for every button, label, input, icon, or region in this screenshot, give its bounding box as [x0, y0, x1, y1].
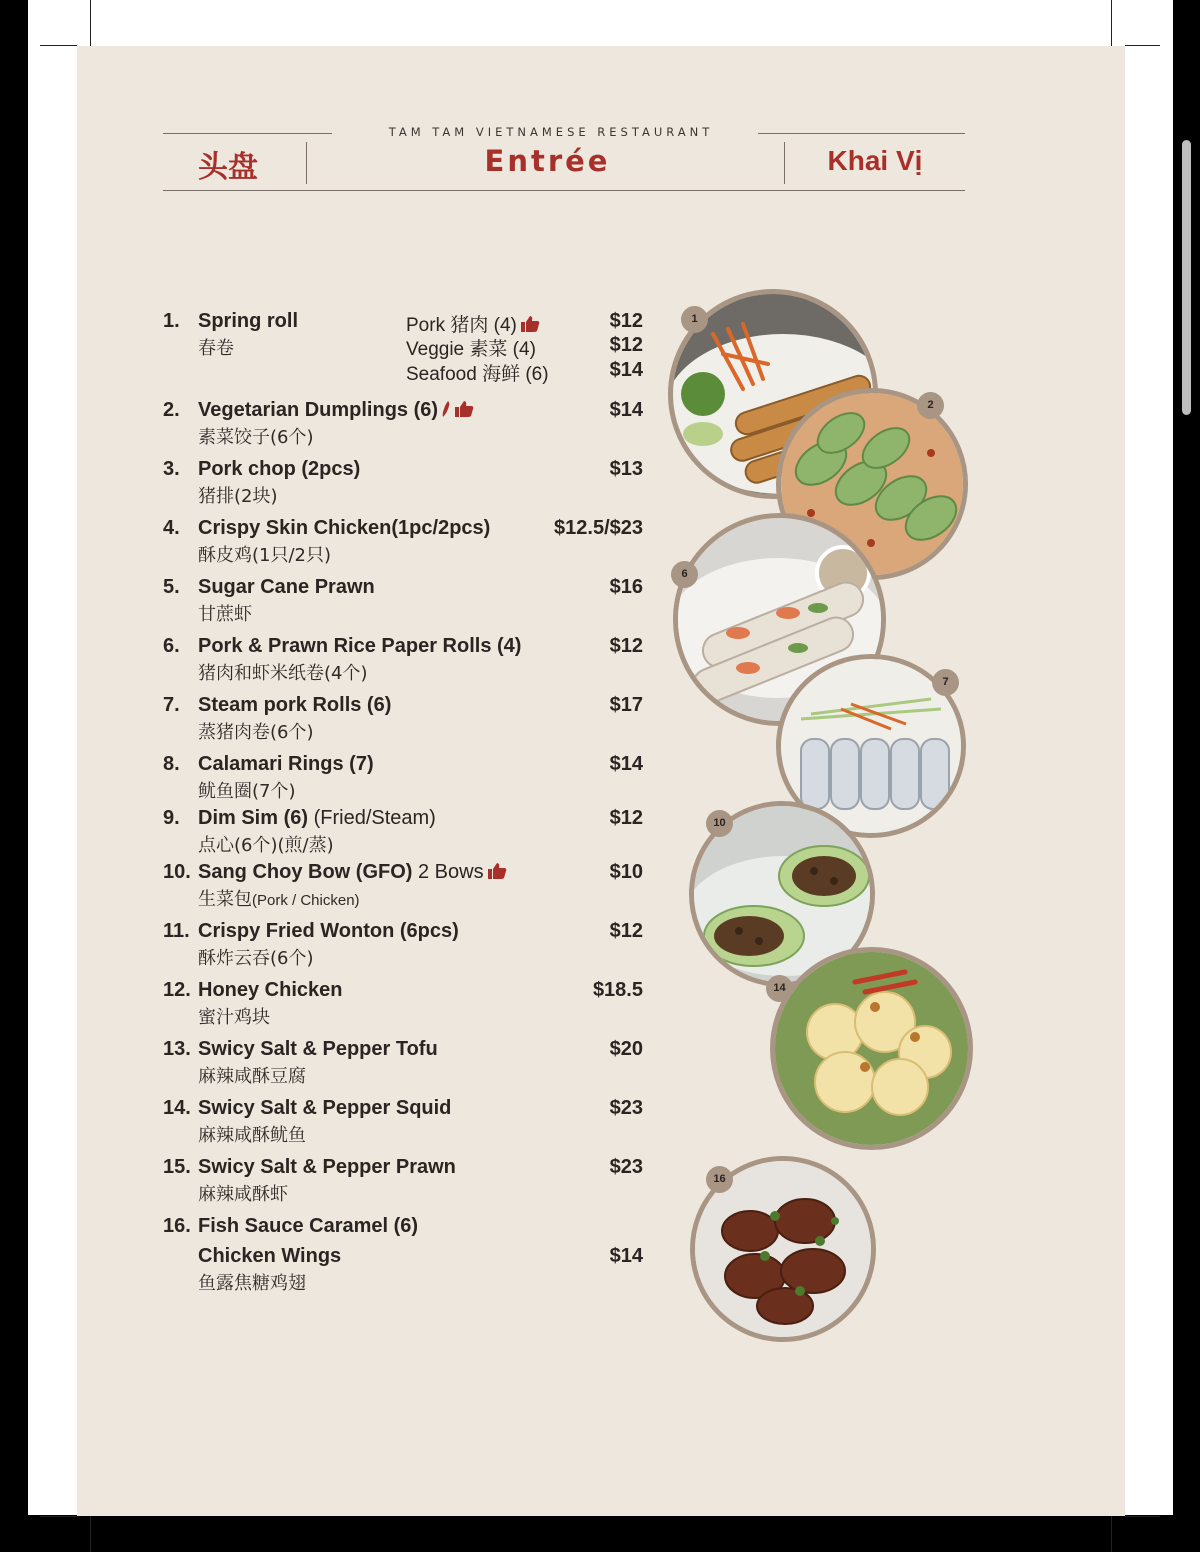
item-name-chinese: 猪排(2块) — [198, 486, 278, 507]
photo-badge: 2 — [917, 392, 944, 419]
item-name-chinese: 猪肉和虾米纸卷(4个) — [198, 663, 368, 684]
item-price: $14 — [609, 399, 643, 421]
photo-badge: 6 — [671, 561, 698, 588]
header-divider — [784, 142, 785, 184]
item-name: Spring roll — [198, 310, 298, 332]
restaurant-name: TAM TAM VIETNAMESE RESTAURANT — [388, 125, 714, 139]
section-title-chinese: 头盘 — [198, 150, 258, 185]
item-price: $23 — [609, 1156, 643, 1178]
item-price: $14 — [609, 1245, 643, 1267]
item-number: 9. — [163, 807, 180, 829]
item-name: Pork & Prawn Rice Paper Rolls (4) — [198, 635, 522, 657]
salt-pepper-squid-photo — [770, 947, 973, 1150]
crop-mark — [40, 1516, 77, 1517]
menu-item — [163, 920, 643, 976]
scrollbar[interactable] — [1182, 140, 1191, 415]
menu-item — [163, 694, 643, 750]
item-name-line2: Chicken Wings — [198, 1245, 342, 1267]
item-price: $20 — [609, 1038, 643, 1060]
variant-seafood: Seafood 海鲜 (6) — [406, 364, 549, 385]
menu-item — [163, 399, 643, 455]
menu-item — [163, 458, 643, 514]
photo-badge: 16 — [706, 1166, 733, 1193]
crop-mark — [1111, 0, 1112, 46]
item-name-chinese: 麻辣咸酥豆腐 — [198, 1066, 306, 1087]
menu-item — [163, 1156, 643, 1212]
item-name-chinese: 麻辣咸酥虾 — [198, 1184, 288, 1205]
header-divider — [306, 142, 307, 184]
thumbs-up-icon — [487, 862, 507, 880]
item-name: Vegetarian Dumplings (6) — [198, 399, 474, 422]
menu-item — [163, 979, 643, 1035]
variant-veggie: Veggie 素菜 (4) — [406, 339, 536, 360]
menu-item — [163, 1097, 643, 1153]
item-price: $12.5/$23 — [554, 517, 643, 539]
item-name-chinese: 蜜汁鸡块 — [198, 1007, 270, 1028]
item-name-chinese: 鱼露焦糖鸡翅 — [198, 1273, 306, 1294]
menu-item — [163, 576, 643, 632]
header-rule — [163, 133, 332, 134]
item-number: 15. — [163, 1156, 191, 1178]
item-name-chinese: 蒸猪肉卷(6个) — [198, 722, 314, 743]
item-number: 6. — [163, 635, 180, 657]
item-name: Honey Chicken — [198, 979, 343, 1001]
header-rule — [163, 190, 965, 191]
item-price: $18.5 — [592, 979, 643, 1001]
photo-badge: 7 — [932, 669, 959, 696]
salt-pepper-squid-image — [775, 952, 968, 1145]
item-number: 12. — [163, 979, 191, 1001]
item-price: $23 — [609, 1097, 643, 1119]
section-title-english: Entrée — [484, 144, 611, 178]
variant-price: $12 — [609, 334, 643, 356]
item-name-chinese: 甘蔗虾 — [198, 604, 252, 625]
crop-mark — [1125, 1516, 1160, 1517]
section-title-vietnamese: Khai Vị — [827, 145, 923, 176]
item-name: Calamari Rings (7) — [198, 753, 374, 775]
crop-mark — [90, 1516, 91, 1552]
item-price: $14 — [609, 753, 643, 775]
item-number: 11. — [163, 920, 190, 942]
item-name-chinese: 酥皮鸡(1只/2只) — [198, 545, 332, 566]
menu-item — [163, 635, 643, 691]
item-name: Pork chop (2pcs) — [198, 458, 361, 480]
item-name: Dim Sim (6) (Fried/Steam) — [198, 807, 436, 829]
item-price: $12 — [609, 920, 643, 942]
item-name: Swicy Salt & Pepper Squid — [198, 1097, 452, 1119]
item-name: Steam pork Rolls (6) — [198, 694, 392, 716]
menu-item — [163, 1215, 643, 1295]
photo-badge: 14 — [766, 975, 793, 1002]
item-price: $12 — [609, 807, 643, 829]
item-number: 2. — [163, 399, 180, 421]
item-number: 4. — [163, 517, 180, 539]
item-name: Crispy Fried Wonton (6pcs) — [198, 920, 459, 942]
thumbs-up-icon — [520, 315, 540, 333]
menu-item — [163, 861, 643, 917]
header-rule — [758, 133, 965, 134]
item-number: 14. — [163, 1097, 191, 1119]
photo-badge: 1 — [681, 306, 708, 333]
item-number: 16. — [163, 1215, 191, 1237]
item-name-chinese: 酥炸云吞(6个) — [198, 948, 314, 969]
menu-item — [163, 517, 643, 573]
item-number: 1. — [163, 310, 180, 332]
item-name-chinese: 麻辣咸酥鱿鱼 — [198, 1125, 306, 1146]
item-name: Fish Sauce Caramel (6) — [198, 1215, 419, 1237]
item-name-chinese: 点心(6个)(煎/蒸) — [198, 835, 334, 856]
variant-pork: Pork 猪肉 (4) — [406, 310, 540, 337]
crop-mark — [90, 0, 91, 46]
item-price: $13 — [609, 458, 643, 480]
crop-mark — [1125, 45, 1160, 46]
crop-mark — [40, 45, 77, 46]
item-name: Swicy Salt & Pepper Prawn — [198, 1156, 456, 1178]
item-name: Sugar Cane Prawn — [198, 576, 375, 598]
item-name-chinese: 素菜饺子(6个) — [198, 427, 314, 448]
item-price: $10 — [609, 861, 643, 883]
photo-badge: 10 — [706, 810, 733, 837]
item-name: Crispy Skin Chicken(1pc/2pcs) — [198, 517, 491, 539]
item-number: 13. — [163, 1038, 191, 1060]
menu-item — [163, 1038, 643, 1094]
variant-price: $14 — [609, 359, 643, 381]
menu-item — [163, 310, 643, 390]
item-price: $17 — [609, 694, 643, 716]
thumbs-up-icon — [454, 400, 474, 418]
variant-price: $12 — [609, 310, 643, 332]
menu-item — [163, 753, 643, 809]
menu-item — [163, 807, 643, 863]
item-name-chinese: 春卷 — [198, 338, 234, 359]
item-number: 8. — [163, 753, 180, 775]
item-number: 3. — [163, 458, 180, 480]
item-number: 5. — [163, 576, 180, 598]
chili-icon — [441, 400, 451, 418]
item-name: Swicy Salt & Pepper Tofu — [198, 1038, 438, 1060]
crop-mark — [1111, 1516, 1112, 1552]
item-price: $16 — [609, 576, 643, 598]
item-name-chinese: 生菜包(Pork / Chicken) — [198, 889, 360, 910]
item-price: $12 — [609, 635, 643, 657]
item-name-chinese: 鱿鱼圈(7个) — [198, 781, 296, 802]
item-number: 10. — [163, 861, 191, 883]
item-number: 7. — [163, 694, 180, 716]
item-name: Sang Choy Bow (GFO) 2 Bows — [198, 861, 507, 884]
